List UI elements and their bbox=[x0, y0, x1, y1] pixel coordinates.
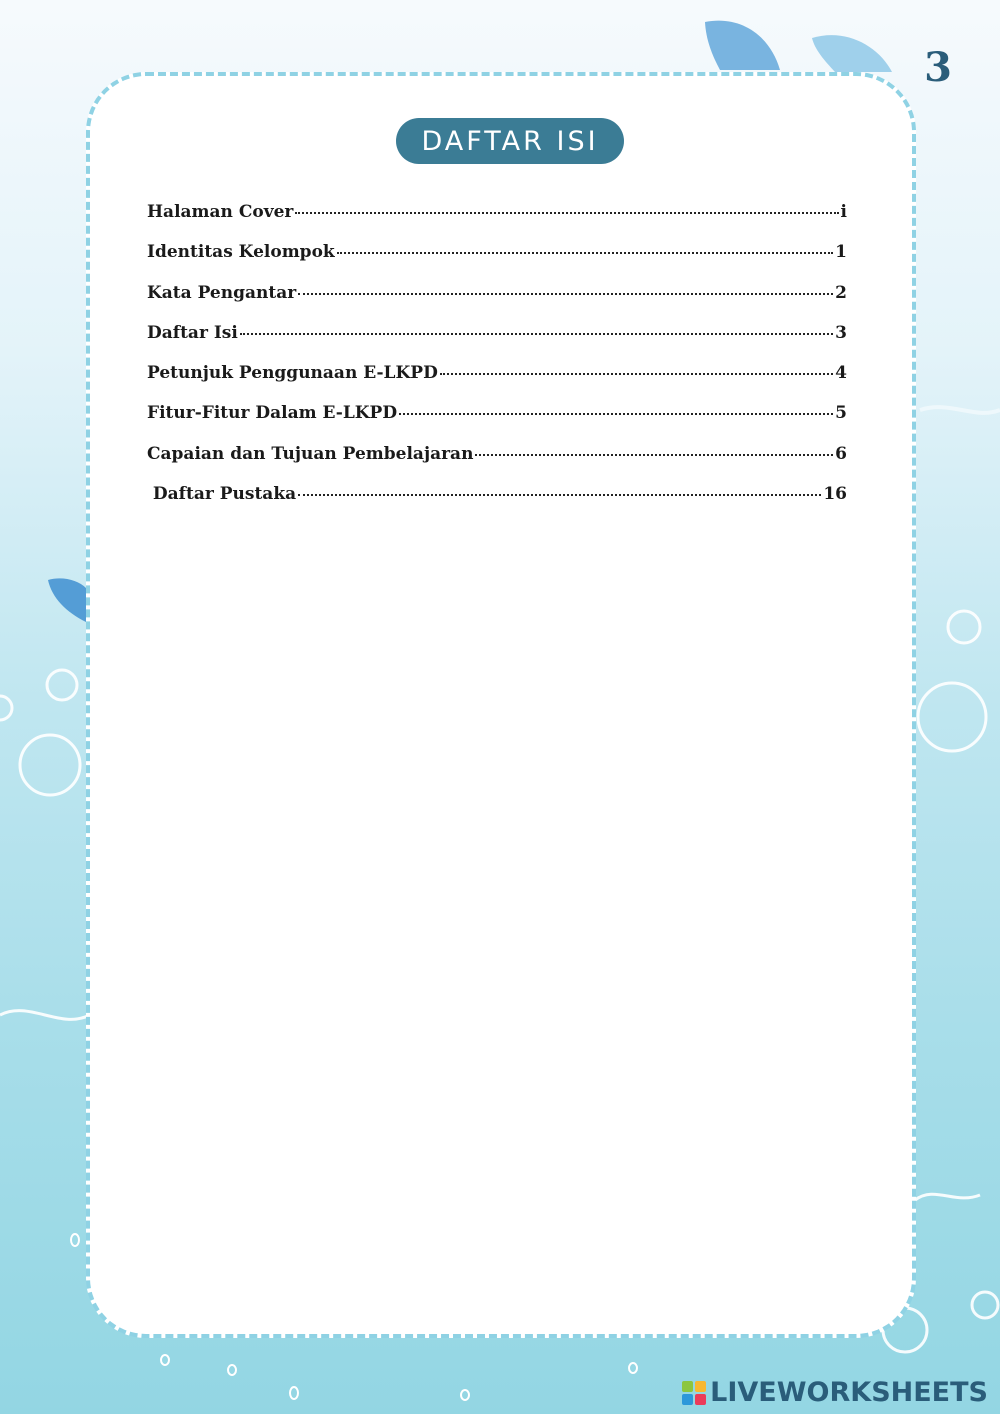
toc-entry[interactable] bbox=[147, 444, 847, 484]
toc-page-number: 1 bbox=[835, 242, 847, 263]
toc-page-number: 2 bbox=[835, 282, 847, 303]
toc-entry[interactable] bbox=[147, 283, 847, 323]
toc-label: Capaian dan Tujuan Pembelajaran bbox=[147, 443, 474, 464]
toc-dot-leader bbox=[440, 373, 833, 375]
toc-entry[interactable] bbox=[147, 363, 847, 403]
toc-label: Kata Pengantar bbox=[147, 282, 297, 303]
toc-entry[interactable] bbox=[147, 484, 847, 524]
toc-page-number: 16 bbox=[823, 484, 847, 505]
toc-label: Petunjuk Penggunaan E-LKPD bbox=[147, 363, 438, 384]
toc-dot-leader bbox=[298, 494, 821, 496]
toc-entry[interactable] bbox=[147, 202, 847, 242]
toc-label: Daftar Pustaka bbox=[147, 484, 297, 505]
toc-dot-leader bbox=[298, 293, 833, 295]
leaf-shape bbox=[705, 21, 780, 70]
toc-label: Fitur-Fitur Dalam E-LKPD bbox=[147, 403, 398, 424]
toc-page-number: i bbox=[840, 202, 847, 222]
leaf-shape bbox=[812, 35, 892, 72]
table-of-contents bbox=[147, 202, 847, 524]
toc-dot-leader bbox=[295, 212, 838, 214]
brand-text: LIVEWORKSHEETS bbox=[710, 1377, 988, 1408]
toc-page-number: 5 bbox=[835, 403, 847, 424]
toc-entry[interactable] bbox=[147, 403, 847, 443]
liveworksheets-logo-icon bbox=[682, 1381, 706, 1405]
page-number: 3 bbox=[924, 44, 952, 91]
toc-page-number: 3 bbox=[835, 322, 847, 343]
toc-dot-leader bbox=[475, 454, 833, 456]
toc-dot-leader bbox=[399, 413, 833, 415]
toc-label: Identitas Kelompok bbox=[147, 242, 335, 263]
toc-page-number: 4 bbox=[835, 363, 847, 384]
liveworksheets-brand[interactable] bbox=[682, 1377, 988, 1408]
toc-entry[interactable] bbox=[147, 242, 847, 282]
page-title: DAFTAR ISI bbox=[396, 118, 624, 164]
toc-label: Daftar Isi bbox=[147, 322, 238, 343]
toc-label: Halaman Cover bbox=[147, 202, 294, 222]
leaf-shape bbox=[48, 578, 86, 622]
toc-dot-leader bbox=[240, 333, 833, 335]
toc-entry[interactable] bbox=[147, 323, 847, 363]
toc-dot-leader bbox=[337, 252, 833, 254]
toc-page-number: 6 bbox=[835, 443, 847, 464]
